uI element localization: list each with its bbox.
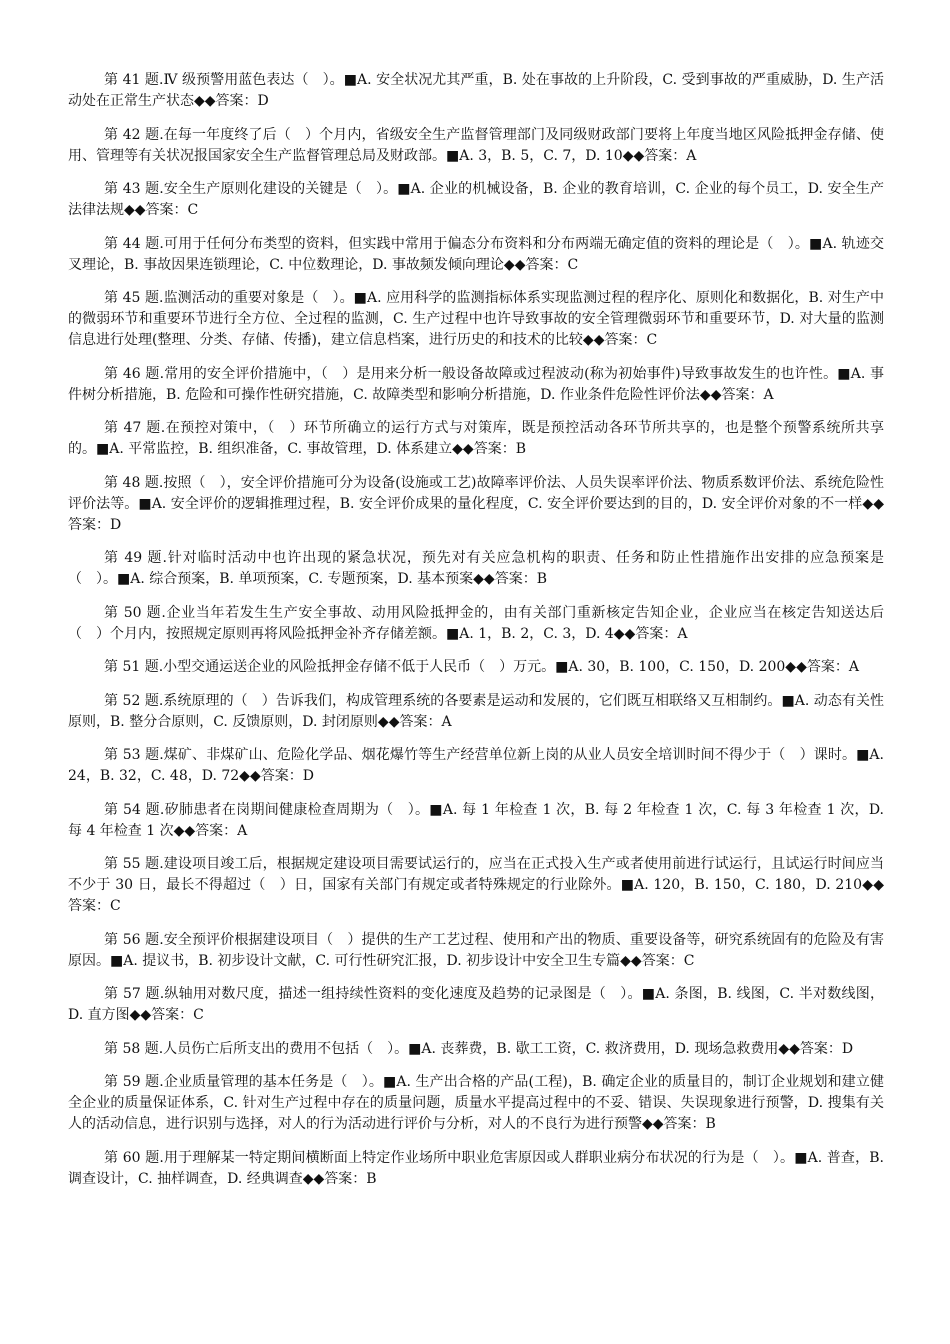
question-59: 第 59 题.企业质量管理的基本任务是（ ）。■A. 生产出合格的产品(工程)，B. 确定企业的质量目的，制订企业规划和建立健全企业的质量保证体系，C. 针对生产过程中存在的质量问题，质量水平提高过程中的不妥、错误、失误现象进行预警，D. 搜集有关人的活动信息，进行识别与选择，对人的行为活动进行评价与分析，对人的不良行为进行预警◆◆答案：B [68, 1074, 884, 1132]
question-60: 第 60 题.用于理解某一特定期间横断面上特定作业场所中职业危害原因或人群职业病分布状况的行为是（ ）。■A. 普查，B. 调查设计，C. 抽样调查，D. 经典调查◆◆答案：B [68, 1149, 884, 1187]
question-45: 第 45 题.监测活动的重要对象是（ ）。■A. 应用科学的监测指标体系实现监测过程的程序化、原则化和数据化，B. 对生产中的微弱环节和重要环节进行全方位、全过程的监测，C. 生产过程中也许导致事故的安全管理微弱环节和重要环节，D. 对大量的监测信息进行处理(整理、分类、存储、传播)，建立信息档案，进行历史的和技术的比较◆◆答案：C [68, 290, 884, 348]
question-46: 第 46 题.常用的安全评价措施中，（ ）是用来分析一般设备故障或过程波动(称为初始事件)导致事故发生的也许性。■A. 事件树分析措施，B. 危险和可操作性研究措施，C. 故障类型和影响分析措施，D. 作业条件危险性评价法◆◆答案：A [68, 365, 884, 403]
question-48: 第 48 题.按照（ ），安全评价措施可分为设备(设施或工艺)故障率评价法、人员失误率评价法、物质系数评价法、系统危险性评价法等。■A. 安全评价的逻辑推理过程，B. 安全评价成果的量化程度，C. 安全评价要达到的目的，D. 安全评价对象的不一样◆◆答案：D [68, 474, 884, 533]
question-56: 第 56 题.安全预评价根据建设项目（ ）提供的生产工艺过程、使用和产出的物质、重要设备等，研究系统固有的危险及有害原因。■A. 提议书，B. 初步设计文献，C. 可行性研究汇报，D. 初步设计中安全卫生专篇◆◆答案：C [68, 931, 884, 969]
question-51: 第 51 题.小型交通运送企业的风险抵押金存储不低于人民币（ ）万元。■A. 30，B. 100，C. 150，D. 200◆◆答案：A [104, 659, 859, 675]
question-47: 第 47 题.在预控对策中，（ ）环节所确立的运行方式与对策库，既是预控活动各环节所共享的，也是整个预警系统所共享的。■A. 平常监控，B. 组织准备，C. 事故管理，D. 体系建立◆◆答案：B [68, 420, 884, 457]
question-52: 第 52 题.系统原理的（ ）告诉我们，构成管理系统的各要素是运动和发展的，它们既互相联络又互相制约。■A. 动态有关性原则，B. 整分合原则，C. 反馈原则，D. 封闭原则◆◆答案：A [68, 692, 884, 730]
question-55: 第 55 题.建设项目竣工后，根据规定建设项目需要试运行的，应当在正式投入生产或者使用前进行试运行，且试运行时间应当不少于 30 日，最长不得超过（ ）日，国家有关部门有规定或者特殊规定的行业除外。■A. 120，B. 150，C. 180，D. 210◆◆答案：C [68, 856, 884, 914]
question-57: 第 57 题.纵轴用对数尺度，描述一组持续性资料的变化速度及趋势的记录图是（ ）。■A. 条图，B. 线图，C. 半对数线图，D. 直方图◆◆答案：C [68, 986, 884, 1023]
question-41: 第 41 题.Ⅳ 级预警用蓝色表达（ ）。■A. 安全状况尤其严重，B. 处在事故的上升阶段，C. 受到事故的严重威胁，D. 生产活动处在正常生产状态◆◆答案：D [68, 72, 884, 109]
question-58: 第 58 题.人员伤亡后所支出的费用不包括（ ）。■A. 丧葬费，B. 歇工工资，C. 救济费用，D. 现场急救费用◆◆答案：D [104, 1040, 854, 1057]
question-42: 第 42 题.在每一年度终了后（ ）个月内，省级安全生产监督管理部门及同级财政部门要将上年度当地区风险抵押金存储、使用、管理等有关状况报国家安全生产监督管理总局及财政部。■A. 3，B. 5，C. 7，D. 10◆◆答案：A [68, 126, 884, 164]
question-44: 第 44 题.可用于任何分布类型的资料，但实践中常用于偏态分布资料和分布两端无确定值的资料的理论是（ ）。■A. 轨迹交叉理论，B. 事故因果连锁理论，C. 中位数理论，D. 事故频发倾向理论◆◆答案：C [68, 235, 884, 273]
question-43: 第 43 题.安全生产原则化建设的关键是（ ）。■A. 企业的机械设备，B. 企业的教育培训，C. 企业的每个员工，D. 安全生产法律法规◆◆答案：C [68, 181, 884, 218]
question-53: 第 53 题.煤矿、非煤矿山、危险化学品、烟花爆竹等生产经营单位新上岗的从业人员安全培训时间不得少于（ ）课时。■A. 24，B. 32，C. 48，D. 72◆◆答案：D [68, 747, 884, 784]
question-49: 第 49 题.针对临时活动中也许出现的紧急状况，预先对有关应急机构的职责、任务和防止性措施作出安排的应急预案是（ ）。■A. 综合预案，B. 单项预案，C. 专题预案，D. 基本预案◆◆答案：B [68, 550, 884, 587]
question-50: 第 50 题.企业当年若发生生产安全事故、动用风险抵押金的，由有关部门重新核定告知企业，企业应当在核定告知送达后（ ）个月内，按照规定原则再将风险抵押金补齐存储差额。■A. 1，B. 2，C. 3，D. 4◆◆答案：A [68, 604, 884, 642]
question-54: 第 54 题.矽肺患者在岗期间健康检查周期为（ ）。■A. 每 1 年检查 1 次，B. 每 2 年检查 1 次，C. 每 3 年检查 1 次，D. 每 4 年检查 1 次◆◆答案：A [68, 801, 884, 839]
